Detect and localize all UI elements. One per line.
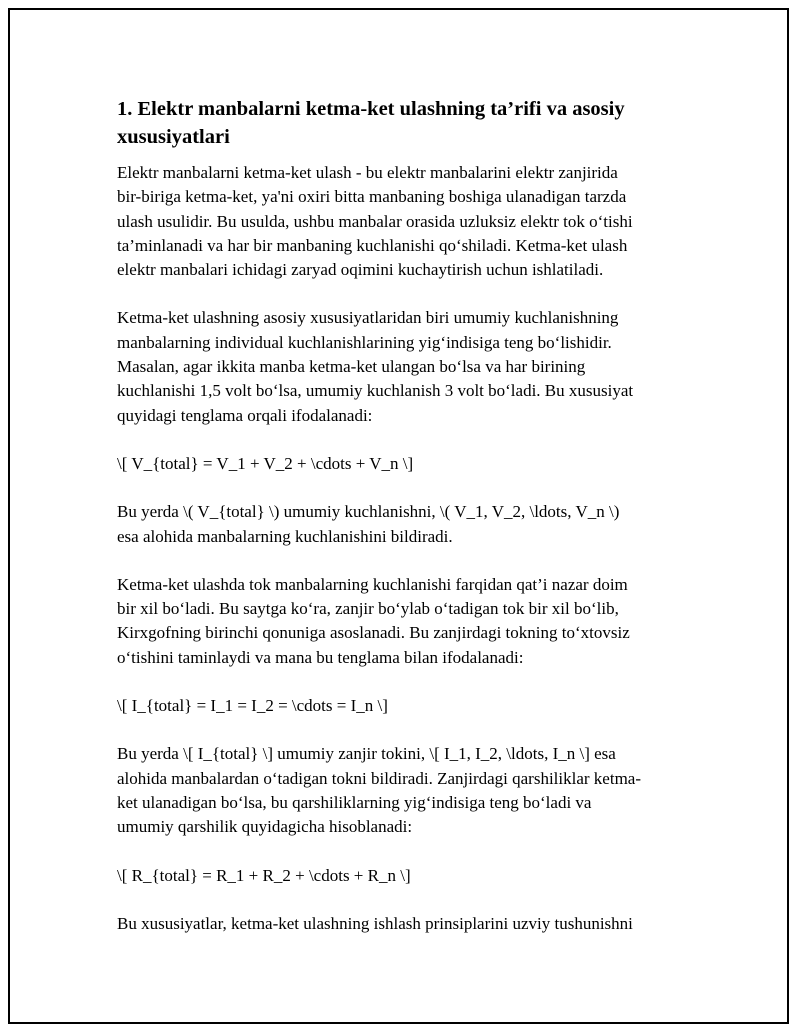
paragraph-line: Bu yerda \( V_{total} \) umumiy kuchlanishni, \( V_1, V_2, \ldots, V_n \) <box>117 502 620 522</box>
paragraph-line: alohida manbalardan o‘tadigan tokni bildiradi. Zanjirdagi qarshiliklar ketma- <box>117 768 641 788</box>
paragraph <box>117 306 687 427</box>
heading-line: xususiyatlari <box>117 126 230 148</box>
formula: \[ R_{total} = R_1 + R_2 + \cdots + R_n \] <box>117 865 411 885</box>
paragraph-line: Masalan, agar ikkita manba ketma-ket ulangan bo‘lsa va har birining <box>117 357 586 377</box>
paragraph-line: esa alohida manbalarning kuchlanishini bildiradi. <box>117 526 453 546</box>
document-body <box>117 95 687 960</box>
paragraph-line: ket ulanadigan bo‘lsa, bu qarshiliklarning yig‘indisiga teng bo‘ladi va <box>117 792 592 812</box>
paragraph-line: o‘tishini taminlaydi va mana bu tenglama bilan ifodalanadi: <box>117 647 524 667</box>
paragraph-line: quyidagi tenglama orqali ifodalanadi: <box>117 405 373 425</box>
heading-line: 1. Elektr manbalarni ketma-ket ulashning ta’rifi va asosiy <box>117 98 625 120</box>
section-heading <box>117 95 687 151</box>
paragraph <box>117 573 687 670</box>
paragraph <box>117 742 687 839</box>
paragraph-line: Ketma-ket ulashning asosiy xususiyatlaridan biri umumiy kuchlanishning <box>117 308 619 328</box>
paragraph-line: Kirxgofning birinchi qonuniga asoslanadi. Bu zanjirdagi tokning to‘xtovsiz <box>117 623 630 643</box>
paragraph-line: umumiy qarshilik quyidagicha hisoblanadi: <box>117 817 413 837</box>
paragraph-line: Bu yerda \[ I_{total} \] umumiy zanjir tokini, \[ I_1, I_2, \ldots, I_n \] esa <box>117 744 616 764</box>
paragraph <box>117 500 687 549</box>
paragraph-line: ta’minlanadi va har bir manbaning kuchlanishi qo‘shiladi. Ketma-ket ulash <box>117 235 628 255</box>
paragraph-line: bir-biriga ketma-ket, ya'ni oxiri bitta manbaning boshiga ulanadigan tarzda <box>117 187 627 207</box>
paragraph-line: Elektr manbalarni ketma-ket ulash - bu elektr manbalarini elektr zanjirida <box>117 163 618 182</box>
paragraph-line: kuchlanishi 1,5 volt bo‘lsa, umumiy kuchlanish 3 volt bo‘ladi. Bu xususiyat <box>117 381 634 401</box>
paragraph-line: Ketma-ket ulashda tok manbalarning kuchlanishi farqidan qat’i nazar doim <box>117 574 628 594</box>
paragraph <box>117 912 687 936</box>
document-blocks <box>117 161 687 936</box>
paragraph-line: ulash usulidir. Bu usulda, ushbu manbalar orasida uzluksiz elektr tok o‘tishi <box>117 211 633 231</box>
paragraph-line: manbalarning individual kuchlanishlarining yig‘indisiga teng bo‘lishidir. <box>117 332 612 352</box>
formula: \[ V_{total} = V_1 + V_2 + \cdots + V_n \] <box>117 453 414 473</box>
formula: \[ I_{total} = I_1 = I_2 = \cdots = I_n \] <box>117 696 388 716</box>
paragraph <box>117 161 687 282</box>
paragraph-line: bir xil bo‘ladi. Bu saytga ko‘ra, zanjir bo‘ylab o‘tadigan tok bir xil bo‘lib, <box>117 599 619 619</box>
paragraph-line: Bu xususiyatlar, ketma-ket ulashning ishlash prinsiplarini uzviy tushunishni <box>117 913 633 933</box>
paragraph-line: elektr manbalari ichidagi zaryad oqimini kuchaytirish uchun ishlatiladi. <box>117 260 604 280</box>
